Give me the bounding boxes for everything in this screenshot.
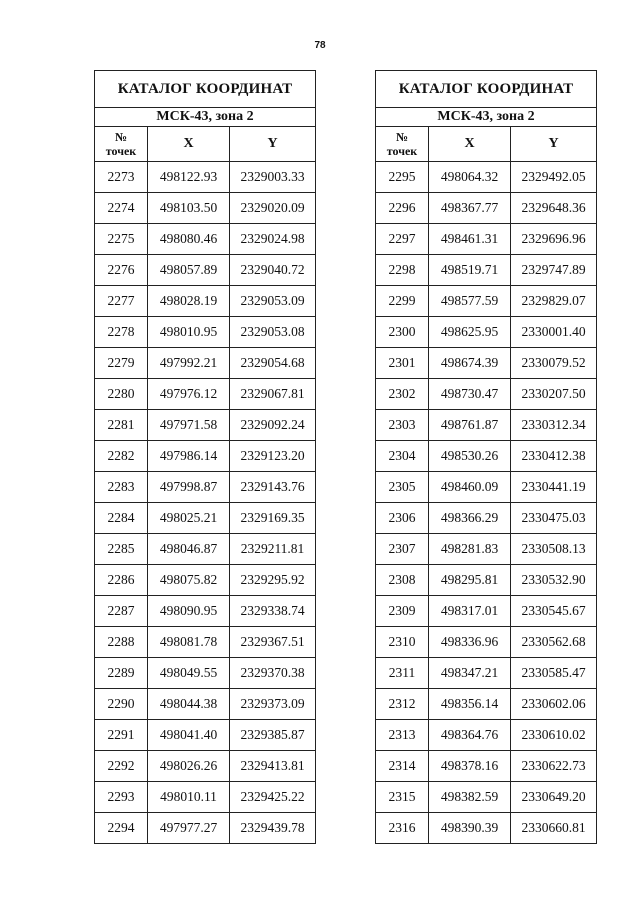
table-row [376,627,597,658]
table-row [376,503,597,534]
table-row [376,286,597,317]
y-column-header: Y [511,127,597,162]
table-row [95,627,316,658]
table-row [95,813,316,844]
table-row [95,224,316,255]
table-row [376,689,597,720]
y-coordinate-cell: 2329067.81 [230,379,316,410]
table-row [376,441,597,472]
coordinate-catalog-table-left [94,70,316,844]
x-coordinate-cell: 498041.40 [148,720,230,751]
y-column-header: Y [230,127,316,162]
table-row [95,565,316,596]
table-body [95,162,316,844]
table-row [376,162,597,193]
x-coordinate-cell: 497976.12 [148,379,230,410]
table-row [95,441,316,472]
x-coordinate-cell: 498378.16 [429,751,511,782]
x-coordinate-cell: 498530.26 [429,441,511,472]
y-coordinate-cell: 2329054.68 [230,348,316,379]
table-row [376,782,597,813]
catalog-title: КАТАЛОГ КООРДИНАТ [95,71,316,108]
table-body [376,162,597,844]
table-row [95,379,316,410]
point-number-cell: 2285 [95,534,148,565]
point-number-header-symbol: № [114,130,128,144]
y-coordinate-cell: 2330207.50 [511,379,597,410]
table-row [95,410,316,441]
point-number-cell: 2313 [376,720,429,751]
point-number-cell: 2280 [95,379,148,410]
x-column-header: X [148,127,230,162]
x-coordinate-cell: 498366.29 [429,503,511,534]
x-coordinate-cell: 498057.89 [148,255,230,286]
y-coordinate-cell: 2330475.03 [511,503,597,534]
point-number-cell: 2293 [95,782,148,813]
y-coordinate-cell: 2329413.81 [230,751,316,782]
y-coordinate-cell: 2329053.08 [230,317,316,348]
table-row [95,503,316,534]
y-coordinate-cell: 2330545.67 [511,596,597,627]
point-number-cell: 2287 [95,596,148,627]
point-number-cell: 2281 [95,410,148,441]
point-number-cell: 2314 [376,751,429,782]
table-row [95,317,316,348]
table-row [376,751,597,782]
x-coordinate-cell: 498028.19 [148,286,230,317]
y-coordinate-cell: 2329696.96 [511,224,597,255]
coordinate-system-subtitle: МСК-43, зона 2 [376,108,597,127]
y-coordinate-cell: 2329338.74 [230,596,316,627]
point-number-cell: 2298 [376,255,429,286]
point-number-cell: 2273 [95,162,148,193]
x-coordinate-cell: 498010.95 [148,317,230,348]
y-coordinate-cell: 2329492.05 [511,162,597,193]
point-number-cell: 2306 [376,503,429,534]
y-coordinate-cell: 2329024.98 [230,224,316,255]
point-number-cell: 2303 [376,410,429,441]
point-number-cell: 2311 [376,658,429,689]
y-coordinate-cell: 2330508.13 [511,534,597,565]
y-coordinate-cell: 2330532.90 [511,565,597,596]
x-coordinate-cell: 498461.31 [429,224,511,255]
point-number-cell: 2275 [95,224,148,255]
y-coordinate-cell: 2330412.38 [511,441,597,472]
y-coordinate-cell: 2329367.51 [230,627,316,658]
point-number-cell: 2305 [376,472,429,503]
point-number-cell: 2284 [95,503,148,534]
table-row [376,720,597,751]
table-row [95,534,316,565]
y-coordinate-cell: 2330610.02 [511,720,597,751]
x-coordinate-cell: 498317.01 [429,596,511,627]
y-coordinate-cell: 2330649.20 [511,782,597,813]
y-coordinate-cell: 2329020.09 [230,193,316,224]
point-number-header-symbol: № [395,130,409,144]
point-number-cell: 2297 [376,224,429,255]
table-row [95,596,316,627]
y-coordinate-cell: 2329169.35 [230,503,316,534]
x-coordinate-cell: 497998.87 [148,472,230,503]
x-coordinate-cell: 498577.59 [429,286,511,317]
x-coordinate-cell: 497992.21 [148,348,230,379]
y-coordinate-cell: 2329439.78 [230,813,316,844]
table-row [376,317,597,348]
point-number-cell: 2278 [95,317,148,348]
catalog-title: КАТАЛОГ КООРДИНАТ [376,71,597,108]
point-number-cell: 2279 [95,348,148,379]
y-coordinate-cell: 2329092.24 [230,410,316,441]
x-coordinate-cell: 498460.09 [429,472,511,503]
table-row [376,658,597,689]
y-coordinate-cell: 2329425.22 [230,782,316,813]
table-row [376,565,597,596]
x-coordinate-cell: 498336.96 [429,627,511,658]
point-number-cell: 2296 [376,193,429,224]
x-coordinate-cell: 498075.82 [148,565,230,596]
y-coordinate-cell: 2330660.81 [511,813,597,844]
x-coordinate-cell: 498382.59 [429,782,511,813]
point-number-cell: 2274 [95,193,148,224]
y-coordinate-cell: 2330312.34 [511,410,597,441]
x-coordinate-cell: 498347.21 [429,658,511,689]
point-number-header [95,127,148,162]
point-number-cell: 2277 [95,286,148,317]
y-coordinate-cell: 2329747.89 [511,255,597,286]
point-number-cell: 2309 [376,596,429,627]
table-row [376,534,597,565]
point-number-cell: 2294 [95,813,148,844]
x-coordinate-cell: 498103.50 [148,193,230,224]
x-coordinate-cell: 498026.26 [148,751,230,782]
table-row [376,224,597,255]
point-number-cell: 2307 [376,534,429,565]
y-coordinate-cell: 2329829.07 [511,286,597,317]
x-coordinate-cell: 498364.76 [429,720,511,751]
point-number-cell: 2301 [376,348,429,379]
x-coordinate-cell: 498081.78 [148,627,230,658]
point-number-cell: 2276 [95,255,148,286]
x-coordinate-cell: 497977.27 [148,813,230,844]
table-row [95,255,316,286]
page-number: 78 [314,40,326,51]
x-coordinate-cell: 498080.46 [148,224,230,255]
table-row [95,472,316,503]
x-coordinate-cell: 498044.38 [148,689,230,720]
y-coordinate-cell: 2329373.09 [230,689,316,720]
table-row [95,689,316,720]
table-row [376,813,597,844]
y-coordinate-cell: 2329143.76 [230,472,316,503]
x-coordinate-cell: 497986.14 [148,441,230,472]
point-number-cell: 2282 [95,441,148,472]
y-coordinate-cell: 2330585.47 [511,658,597,689]
point-number-cell: 2316 [376,813,429,844]
table-row [95,720,316,751]
y-coordinate-cell: 2329211.81 [230,534,316,565]
y-coordinate-cell: 2329053.09 [230,286,316,317]
point-number-header [376,127,429,162]
x-coordinate-cell: 498122.93 [148,162,230,193]
y-coordinate-cell: 2329370.38 [230,658,316,689]
table-row [376,193,597,224]
point-number-cell: 2292 [95,751,148,782]
x-coordinate-cell: 498281.83 [429,534,511,565]
table-row [95,286,316,317]
table-row [95,658,316,689]
point-number-cell: 2286 [95,565,148,596]
x-coordinate-cell: 498519.71 [429,255,511,286]
table-row [376,379,597,410]
point-number-cell: 2300 [376,317,429,348]
x-column-header: X [429,127,511,162]
x-coordinate-cell: 498761.87 [429,410,511,441]
point-number-cell: 2310 [376,627,429,658]
table-row [95,782,316,813]
table-row [376,410,597,441]
point-number-cell: 2312 [376,689,429,720]
table-row [95,751,316,782]
y-coordinate-cell: 2330079.52 [511,348,597,379]
point-number-cell: 2288 [95,627,148,658]
table-row [95,348,316,379]
point-number-cell: 2295 [376,162,429,193]
x-coordinate-cell: 498049.55 [148,658,230,689]
point-number-cell: 2291 [95,720,148,751]
x-coordinate-cell: 498295.81 [429,565,511,596]
point-number-cell: 2289 [95,658,148,689]
x-coordinate-cell: 498625.95 [429,317,511,348]
y-coordinate-cell: 2329295.92 [230,565,316,596]
x-coordinate-cell: 498367.77 [429,193,511,224]
x-coordinate-cell: 498025.21 [148,503,230,534]
point-number-cell: 2308 [376,565,429,596]
point-number-cell: 2299 [376,286,429,317]
point-number-cell: 2304 [376,441,429,472]
point-number-cell: 2283 [95,472,148,503]
point-number-cell: 2302 [376,379,429,410]
y-coordinate-cell: 2330562.68 [511,627,597,658]
table-row [376,255,597,286]
y-coordinate-cell: 2329003.33 [230,162,316,193]
x-coordinate-cell: 497971.58 [148,410,230,441]
x-coordinate-cell: 498356.14 [429,689,511,720]
table-row [376,348,597,379]
x-coordinate-cell: 498730.47 [429,379,511,410]
point-number-cell: 2290 [95,689,148,720]
x-coordinate-cell: 498046.87 [148,534,230,565]
table-row [376,472,597,503]
x-coordinate-cell: 498390.39 [429,813,511,844]
table-row [376,596,597,627]
x-coordinate-cell: 498010.11 [148,782,230,813]
y-coordinate-cell: 2329385.87 [230,720,316,751]
table-row [95,162,316,193]
coordinate-system-subtitle: МСК-43, зона 2 [95,108,316,127]
y-coordinate-cell: 2330602.06 [511,689,597,720]
point-number-cell: 2315 [376,782,429,813]
y-coordinate-cell: 2329123.20 [230,441,316,472]
x-coordinate-cell: 498090.95 [148,596,230,627]
y-coordinate-cell: 2330622.73 [511,751,597,782]
point-number-header-label: точек [386,144,418,158]
y-coordinate-cell: 2330001.40 [511,317,597,348]
y-coordinate-cell: 2330441.19 [511,472,597,503]
x-coordinate-cell: 498064.32 [429,162,511,193]
table-row [95,193,316,224]
x-coordinate-cell: 498674.39 [429,348,511,379]
coordinate-catalog-table-right [375,70,597,844]
point-number-header-label: точек [105,144,137,158]
y-coordinate-cell: 2329040.72 [230,255,316,286]
y-coordinate-cell: 2329648.36 [511,193,597,224]
